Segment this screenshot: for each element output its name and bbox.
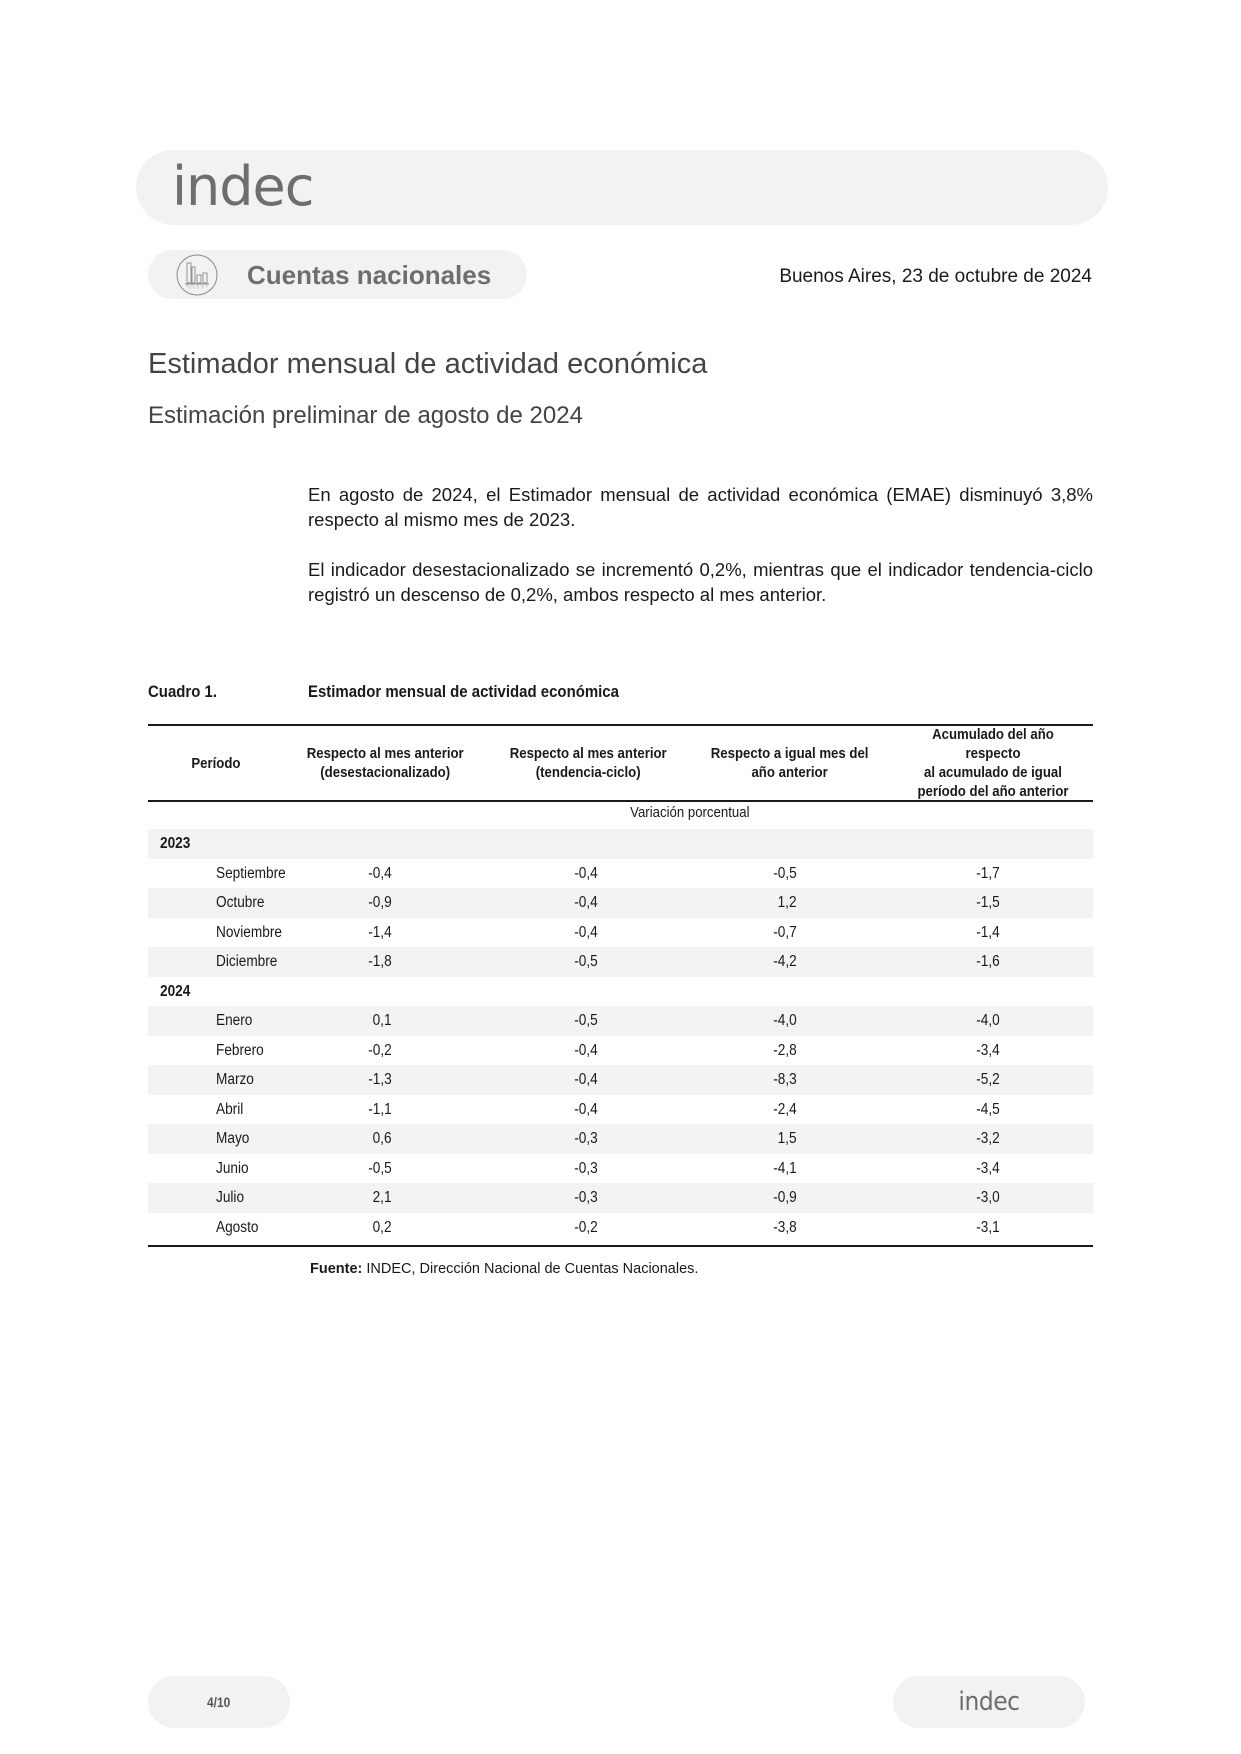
summary-paragraph: El indicador desestacionalizado se incrementó 0,2%, mientras que el indicador tendencia-ciclo registró un descenso de 0,2%, ambos respecto al mes anterior. xyxy=(308,559,1093,605)
table-cell: -0,2 xyxy=(574,1218,598,1236)
table-row xyxy=(148,1036,1093,1066)
table-cell: -0,3 xyxy=(574,1189,598,1206)
table-row xyxy=(148,918,1093,948)
table-cell: -0,4 xyxy=(574,864,598,882)
table-cell: -3,4 xyxy=(976,1159,1000,1177)
month-label: Agosto xyxy=(216,1218,259,1236)
month-label: Febrero xyxy=(216,1041,264,1059)
table-cell: -0,4 xyxy=(574,1100,598,1118)
table-cell: -1,4 xyxy=(368,923,392,941)
table-cell: -3,4 xyxy=(976,1041,1000,1059)
table-cell: -0,3 xyxy=(574,1159,598,1177)
unit-text: Variación porcentual xyxy=(630,804,750,821)
table-cell: -0,4 xyxy=(574,1071,598,1088)
table-row xyxy=(148,1124,1093,1154)
table-unit-label xyxy=(590,803,790,823)
table-cell: -0,4 xyxy=(574,894,598,911)
month-label: Diciembre xyxy=(216,953,278,970)
month-label: Marzo xyxy=(216,1071,254,1088)
table-cell: -2,4 xyxy=(773,1100,797,1118)
table-cell: -0,5 xyxy=(574,953,598,970)
table-cell: -0,3 xyxy=(574,1130,598,1147)
table-cell: -0,4 xyxy=(574,923,598,941)
table-cell: -1,4 xyxy=(976,923,1000,941)
section-label: Cuentas nacionales xyxy=(247,260,492,290)
table-row xyxy=(148,1183,1093,1213)
source-text: INDEC, Dirección Nacional de Cuentas Nacionales. xyxy=(362,1261,699,1277)
year-row xyxy=(148,977,1093,1007)
table-cell: -1,8 xyxy=(368,953,392,970)
table-cell: -0,9 xyxy=(773,1189,797,1206)
column-header-acumulado: Acumulado del año respecto al acumulado de igual período del año anterior xyxy=(917,726,1069,800)
document-title: Estimador mensual de actividad económica xyxy=(148,348,708,380)
table-cell: -5,2 xyxy=(976,1071,1000,1088)
table-cell: 0,2 xyxy=(373,1218,392,1236)
table-cell: 0,6 xyxy=(373,1130,392,1147)
month-label: Octubre xyxy=(216,894,265,911)
table-cell: 1,2 xyxy=(778,894,797,911)
month-label: Julio xyxy=(216,1189,245,1206)
table-row xyxy=(148,1213,1093,1243)
table-cell: -8,3 xyxy=(773,1071,797,1088)
table-cell: -3,8 xyxy=(773,1218,797,1236)
year-label: 2024 xyxy=(160,982,191,1000)
table-row xyxy=(148,947,1093,977)
table-cell: 2,1 xyxy=(373,1189,392,1206)
table-cell: -0,4 xyxy=(368,864,392,882)
table-cell: -3,0 xyxy=(976,1189,1000,1206)
month-label: Noviembre xyxy=(216,923,282,941)
source-label: Fuente: xyxy=(310,1261,363,1277)
table-cell: -4,0 xyxy=(773,1012,797,1029)
column-header-desestacionalizado: Respecto al mes anterior (desestacionalizado) xyxy=(306,745,464,781)
table-row xyxy=(148,1006,1093,1036)
footer-indec-logo: indec xyxy=(958,1687,1020,1717)
table-cell: -4,0 xyxy=(976,1012,1000,1029)
table-cell: -1,6 xyxy=(976,953,1000,970)
table-cell: -0,5 xyxy=(574,1012,598,1029)
table-bottom-rule xyxy=(148,1245,1093,1247)
bar-chart-circle-icon xyxy=(176,254,218,296)
table-cell: -0,4 xyxy=(574,1041,598,1059)
table-label: Cuadro 1. xyxy=(148,682,217,701)
summary-paragraph: En agosto de 2024, el Estimador mensual de actividad económica (EMAE) disminuyó 3,8% respecto al mismo mes de 2023. xyxy=(308,484,1093,530)
table-cell: -0,9 xyxy=(368,894,392,911)
month-label: Junio xyxy=(216,1159,249,1177)
table-cell: -3,2 xyxy=(976,1130,1000,1147)
table-body xyxy=(148,829,1093,1242)
column-header-interanual: Respecto a igual mes del año anterior xyxy=(711,745,869,781)
table-row xyxy=(148,1154,1093,1184)
publication-date: Buenos Aires, 23 de octubre de 2024 xyxy=(779,266,1092,287)
year-label: 2023 xyxy=(160,835,191,852)
table-cell: -2,8 xyxy=(773,1041,797,1059)
table-cell: -1,3 xyxy=(368,1071,392,1088)
table-cell: -4,2 xyxy=(773,953,797,970)
table-cell: -1,7 xyxy=(976,864,1000,882)
month-label: Enero xyxy=(216,1012,253,1029)
column-header-tendencia-ciclo: Respecto al mes anterior (tendencia-ciclo) xyxy=(509,745,667,781)
table-cell: -0,7 xyxy=(773,923,797,941)
month-label: Abril xyxy=(216,1100,244,1118)
table-cell: -0,2 xyxy=(368,1041,392,1059)
table-row xyxy=(148,1065,1093,1095)
month-label: Septiembre xyxy=(216,864,286,882)
page-number: 4/10 xyxy=(207,1694,231,1710)
table-cell: -3,1 xyxy=(976,1218,1000,1236)
document-subtitle: Estimación preliminar de agosto de 2024 xyxy=(148,402,583,429)
table-source xyxy=(310,1260,698,1278)
page-number-badge xyxy=(148,1676,290,1728)
table-row xyxy=(148,888,1093,918)
column-header-periodo: Período xyxy=(190,754,241,772)
table-cell: 1,5 xyxy=(778,1130,797,1147)
table-row xyxy=(148,1095,1093,1125)
table-cell: -1,5 xyxy=(976,894,1000,911)
table-cell: 0,1 xyxy=(373,1012,392,1029)
table-cell: -0,5 xyxy=(773,864,797,882)
table-row xyxy=(148,859,1093,889)
year-row xyxy=(148,829,1093,859)
footer-logo-badge xyxy=(893,1676,1085,1728)
table-cell: -4,5 xyxy=(976,1100,1000,1118)
table-title: Estimador mensual de actividad económica xyxy=(308,682,619,701)
table-cell: -1,1 xyxy=(368,1100,392,1118)
indec-logo: indec xyxy=(172,155,314,218)
table-cell: -0,5 xyxy=(368,1159,392,1177)
month-label: Mayo xyxy=(216,1130,250,1147)
table-cell: -4,1 xyxy=(773,1159,797,1177)
